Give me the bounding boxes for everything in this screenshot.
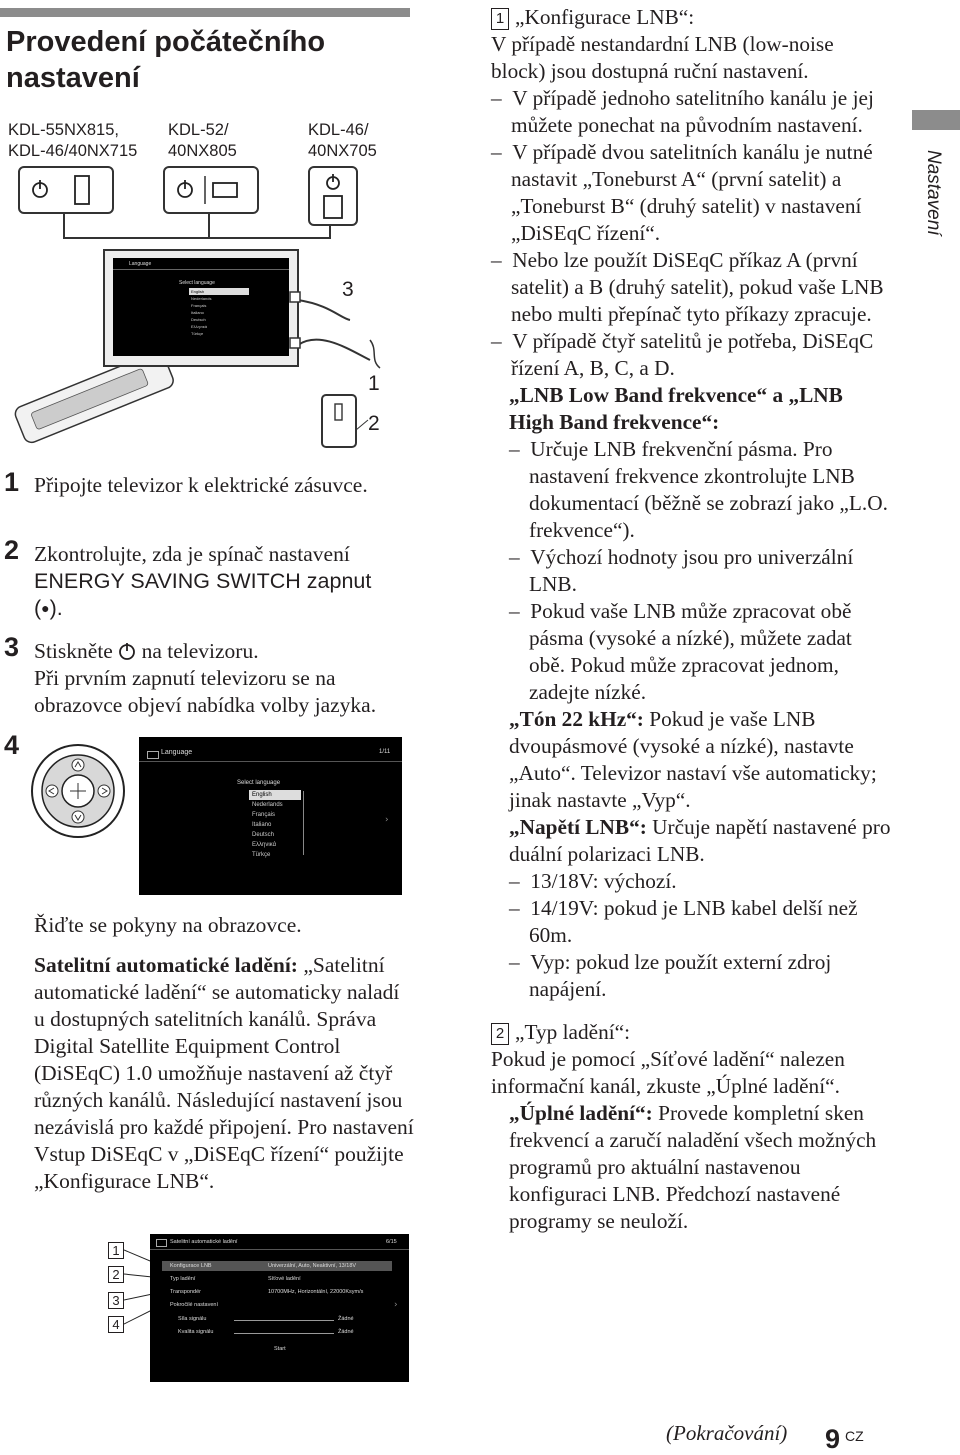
list-item: – 14/19V: pokud je LNB kabel delší než 60m. xyxy=(509,896,858,947)
model-label-3: KDL-46/ 40NX705 xyxy=(308,121,377,160)
step-3-text-b: na televizoru. xyxy=(136,639,259,663)
menu-icon xyxy=(147,751,159,759)
list-item[interactable]: Nederlands xyxy=(252,802,283,808)
list-item: Nederlands xyxy=(191,296,212,301)
lnb-row-value: Žádné xyxy=(338,1329,354,1335)
list-item: Deutsch xyxy=(191,317,206,322)
model-label-2: KDL-52/ 40NX805 xyxy=(168,121,237,160)
marker-4: 4 xyxy=(108,1316,124,1333)
list-item: Ελληνικά xyxy=(191,324,208,329)
callout-2: 2 xyxy=(368,412,380,435)
power-icon xyxy=(118,640,136,658)
list-item[interactable]: Français xyxy=(252,812,276,818)
page-number: 9 xyxy=(825,1424,841,1454)
lnb-row-value: Univerzální, Auto, Neaktivní, 13/18V xyxy=(268,1263,357,1269)
step-3-text-a: Stiskněte xyxy=(34,639,119,663)
lnb-row-value: Síťové ladění xyxy=(268,1276,301,1282)
lnb-row-value: Žádné xyxy=(338,1316,354,1322)
right-column xyxy=(491,4,891,1235)
tv-menu-divider xyxy=(113,269,289,270)
section-2-heading: „Typ ladění“: xyxy=(515,1020,631,1044)
step-2-text xyxy=(34,541,394,623)
section-2-intro: Pokud je pomocí „Síťové ladění“ nalezen informační kanál, zkuste „Úplné ladění“. xyxy=(491,1047,845,1098)
section-2-marker: 2 xyxy=(491,1023,509,1045)
satellite-intro-bold: Satelitní automatické ladění: xyxy=(34,953,298,977)
full-scan-paragraph: „Úplné ladění“: Provede kompletní sken frekvencí a zaručí naladění všech možných programů pro aktuální nastavenou konfiguraci LNB. Předchozí nastavené programy se neuloží. xyxy=(509,1101,877,1233)
list-item[interactable]: English xyxy=(249,790,301,800)
section-1-intro: V případě nestandardní LNB (low-noise block) jsou dostupná ruční nastavení. xyxy=(491,32,834,83)
list-item: English xyxy=(189,288,249,295)
ton-paragraph: „Tón 22 kHz“: Pokud je vaše LNB dvoupásmové (vysoké a nízké), nastavte „Auto“. Televizor nastaví vše automaticky; jinak nastavte „Vyp“. xyxy=(509,707,877,812)
satellite-intro-text: „Satelitní automatické ladění“ se automaticky naladí u dostupných satelitních kanálů. Správa Digital Satellite Equipment Control (DiSEqC) 1.0 umožňuje nastavení až čtyř různých kanálů. Následující nastavení jsou nezávislá pro každé připojení. Pro nastavení Vstup DiSEqC v „DiSEqC řízení“ použijte „Konfigurace LNB“. xyxy=(34,953,414,1193)
list-item: Italiano xyxy=(191,310,204,315)
side-tab-bar xyxy=(912,110,960,130)
list-item: – Vyp: pokud lze použít externí zdroj napájení. xyxy=(509,950,832,1001)
menu-page: 1/11 xyxy=(379,749,391,755)
satellite-intro xyxy=(34,952,414,1195)
list-item: Français xyxy=(191,303,207,308)
energy-saving-switch-label: ENERGY SAVING SWITCH xyxy=(34,569,301,593)
marker-2: 2 xyxy=(108,1266,124,1283)
list-item: – Pokud vaše LNB může zpracovat obě pásma (vysoké a nízké), můžete zadat obě. Pokud může zpracovat jednom, zadejte nízké. xyxy=(509,599,852,704)
lnb-row-label[interactable]: Konfigurace LNB xyxy=(170,1263,212,1269)
list-item[interactable]: Italiano xyxy=(252,822,272,828)
list-item: – V případě jednoho satelitního kanálu je jej můžete ponechat na původním nastavení. xyxy=(491,86,874,137)
chevron-right-icon: › xyxy=(394,1300,398,1310)
chevron-right-icon: › xyxy=(385,815,389,825)
lnb-row-label[interactable]: Transpondér xyxy=(170,1289,201,1295)
nap-paragraph: „Napětí LNB“: Určuje napětí nastavené pro duální polarizaci LNB. xyxy=(509,815,891,866)
menu-heading: Select language xyxy=(237,780,281,786)
menu-title: Language xyxy=(161,749,193,756)
on-dot-icon: ● xyxy=(41,602,50,617)
signal-strength-bar xyxy=(234,1320,334,1321)
marker-1: 1 xyxy=(108,1242,124,1259)
tv-menu-heading: Select language xyxy=(179,280,215,286)
lnb-band-heading: „LNB Low Band frekvence“ a „LNB High Band frekvence“: xyxy=(509,383,843,434)
language-menu-screen xyxy=(139,737,402,895)
model-label-1: KDL-55NX815, KDL-46/40NX715 xyxy=(8,121,138,160)
list-item[interactable]: Ελληνικά xyxy=(252,842,277,848)
step-3-note: Při prvním zapnutí televizoru se na obrazovce objeví nabídka volby jazyka. xyxy=(34,666,377,717)
connection-diagram xyxy=(0,0,420,470)
step-1-text: Připojte televizor k elektrické zásuvce. xyxy=(34,473,368,497)
list-item[interactable]: Deutsch xyxy=(252,832,275,838)
marker-3: 3 xyxy=(108,1292,124,1309)
lnb-menu-page: 6/15 xyxy=(386,1239,397,1245)
lnb-row-label: Kvalita signálu xyxy=(178,1329,214,1335)
list-item[interactable]: Türkçe xyxy=(252,852,271,858)
tv-language-list xyxy=(189,288,249,337)
list-item: – Nebo lze použít DiSEqC příkaz A (první satelit) a B (druhý satelit), pokud vaše LNB nebo multi přepínač tyto příkazy zpracuje. xyxy=(491,248,884,326)
step-3-text xyxy=(34,638,404,719)
lnb-row-label[interactable]: Typ ladění xyxy=(170,1276,196,1282)
side-tab-label xyxy=(908,150,944,260)
signal-quality-bar xyxy=(234,1333,334,1334)
scrollbar[interactable] xyxy=(303,791,304,855)
step-1-number: 1 xyxy=(4,467,20,497)
step-3-number: 3 xyxy=(4,632,20,662)
menu-divider xyxy=(139,761,402,762)
start-button[interactable]: Start xyxy=(274,1346,286,1352)
tv-menu-title: Language xyxy=(129,261,152,267)
section-1-heading: „Konfigurace LNB“: xyxy=(515,5,695,29)
callout-3: 3 xyxy=(342,278,354,301)
step-2-text-a: Zkontrolujte, zda je spínač nastavení xyxy=(34,542,350,566)
step-2-number: 2 xyxy=(4,535,20,565)
step-4-text: Řiďte se pokyny na obrazovce. xyxy=(34,913,302,937)
list-item: – V případě čtyř satelitů je potřeba, DiSEqC řízení A, B, C, a D. xyxy=(491,329,874,380)
lnb-menu-screen xyxy=(150,1234,409,1382)
list-item: – Určuje LNB frekvenční pásma. Pro nastavení frekvence zkontrolujte LNB dokumentací (běžně se zobrazí jako „L.O. frekvence“). xyxy=(509,437,888,542)
section-1-marker: 1 xyxy=(491,8,509,30)
lnb-row-label[interactable]: Pokročilé nastavení xyxy=(170,1302,218,1308)
step-4-number: 4 xyxy=(4,730,20,760)
lnb-menu-title: Satelitní automatické ladění xyxy=(170,1239,238,1245)
menu-icon xyxy=(156,1239,167,1247)
callout-1: 1 xyxy=(368,372,380,395)
menu-divider xyxy=(150,1249,409,1250)
list-item: – 13/18V: výchozí. xyxy=(509,869,677,893)
continued-note: (Pokračování) xyxy=(666,1421,788,1445)
list-item: – Výchozí hodnoty jsou pro univerzální LNB. xyxy=(509,545,854,596)
list-item: – V případě dvou satelitních kanálu je nutné nastavit „Toneburst A“ (první satelit) a „Toneburst B“ (druhý satelit) v nastavení „DiSEqC řízení“. xyxy=(491,140,873,245)
page-title: Provedení počátečního nastavení xyxy=(6,26,326,94)
dpad-icon xyxy=(30,737,130,845)
list-item: Türkçe xyxy=(191,331,204,336)
language-code: CZ xyxy=(845,1428,864,1444)
language-list xyxy=(249,790,301,860)
step-2-text-d: ). xyxy=(49,596,63,620)
step-2-text-c: zapnut ( xyxy=(34,569,372,620)
lnb-row-value: 10700MHz, Horizontální, 22000Ksym/s xyxy=(268,1289,364,1295)
tv-screen xyxy=(113,258,289,356)
side-tab-text: Nastavení xyxy=(923,150,944,236)
lnb-row-label: Síla signálu xyxy=(178,1316,207,1322)
